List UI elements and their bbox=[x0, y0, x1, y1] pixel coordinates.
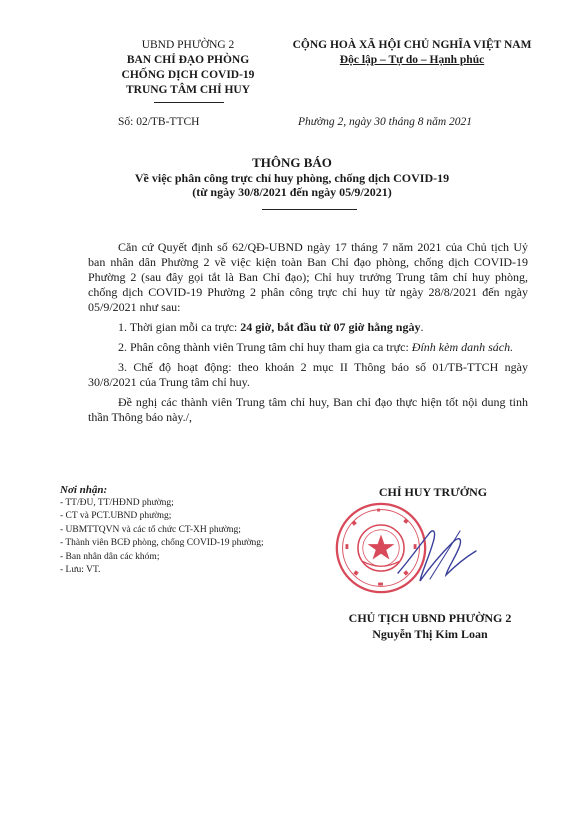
issuer-header bbox=[88, 38, 288, 98]
date-line: Phường 2, ngày 30 tháng 8 năm 2021 bbox=[298, 116, 473, 128]
document-subtitle bbox=[72, 171, 512, 199]
recipient-item: - UBMTTQVN và các tổ chức CT-XH phường; bbox=[60, 524, 241, 535]
issuer-line-1: UBND PHƯỜNG 2 bbox=[141, 39, 235, 51]
recipient-item: - CT và PCT.UBND phường; bbox=[60, 511, 172, 522]
recipient-item: - Thành viên BCĐ phòng, chống COVID-19 phường; bbox=[60, 538, 264, 549]
recipients-list bbox=[60, 497, 264, 577]
body-paragraph-1: Căn cứ Quyết định số 62/QĐ-UBND ngày 17 tháng 7 năm 2021 của Chủ tịch Uỷ ban nhân dân Phường 2 về việc kiện toàn Ban Chỉ đạo phòng, chống dịch COVID-19 Phường 2 (sau đây gọi tắt là Ban Chỉ đạo); Chỉ huy trưởng Trung tâm chỉ huy phòng, chống dịch COVID-19 Phường 2 phân công trực chỉ huy từ ngày 28/8/2021 đến ngày 05/9/2021 như sau: bbox=[88, 240, 528, 314]
national-motto: Độc lập – Tự do – Hạnh phúc bbox=[339, 54, 485, 66]
document-body bbox=[88, 240, 528, 425]
body-paragraph-3 bbox=[88, 340, 528, 355]
national-title: CỘNG HOÀ XÃ HỘI CHỦ NGHĨA VIỆT NAM bbox=[292, 39, 532, 51]
p3-italic: Đính kèm danh sách. bbox=[411, 340, 514, 354]
p2-bold: 24 giờ, bắt đầu từ 07 giờ hằng ngày bbox=[240, 320, 421, 334]
document-number: Số: 02/TB-TTCH bbox=[118, 116, 200, 128]
handwritten-signature-icon bbox=[390, 515, 480, 595]
body-paragraph-5: Đề nghị các thành viên Trung tâm chỉ huy, Ban chỉ đạo thực hiện tốt nội dung tinh thần Thông báo này./, bbox=[88, 395, 528, 424]
signer-role: CHỦ TỊCH UBND PHƯỜNG 2 bbox=[348, 611, 512, 625]
issuer-line-3: CHỐNG DỊCH COVID-19 bbox=[121, 69, 255, 81]
p3-lead: 2. Phân công thành viên Trung tâm chỉ huy tham gia ca trực: bbox=[118, 340, 412, 354]
body-paragraph-2 bbox=[88, 320, 528, 335]
national-header bbox=[262, 38, 562, 68]
issuer-line-4: TRUNG TÂM CHỈ HUY bbox=[125, 84, 251, 96]
title-divider bbox=[262, 209, 357, 210]
recipient-item: - TT/ĐU, TT/HĐND phường; bbox=[60, 498, 174, 508]
recipients-title: Nơi nhận: bbox=[60, 484, 108, 496]
body-paragraph-4: 3. Chế độ hoạt động: theo khoản 2 mục II Thông báo số 01/TB-TTCH ngày 30/8/2021 của Trung tâm chỉ huy. bbox=[88, 360, 528, 389]
p2-tail: . bbox=[420, 320, 424, 334]
issuer-underline bbox=[154, 102, 224, 103]
document-title: THÔNG BÁO bbox=[252, 155, 332, 170]
signer-name: Nguyễn Thị Kim Loan bbox=[372, 627, 488, 641]
p2-lead: 1. Thời gian mỗi ca trực: bbox=[118, 320, 241, 334]
recipient-item: - Ban nhân dân các khóm; bbox=[60, 551, 160, 562]
issuer-line-2: BAN CHỈ ĐẠO PHÒNG bbox=[126, 54, 250, 66]
recipient-item: - Lưu: VT. bbox=[60, 565, 101, 576]
signature-title: CHỈ HUY TRƯỞNG bbox=[378, 485, 488, 499]
subtitle-line-2: (từ ngày 30/8/2021 đến ngày 05/9/2021) bbox=[192, 185, 392, 199]
subtitle-line-1: Về việc phân công trực chỉ huy phòng, chống dịch COVID-19 bbox=[134, 171, 450, 185]
